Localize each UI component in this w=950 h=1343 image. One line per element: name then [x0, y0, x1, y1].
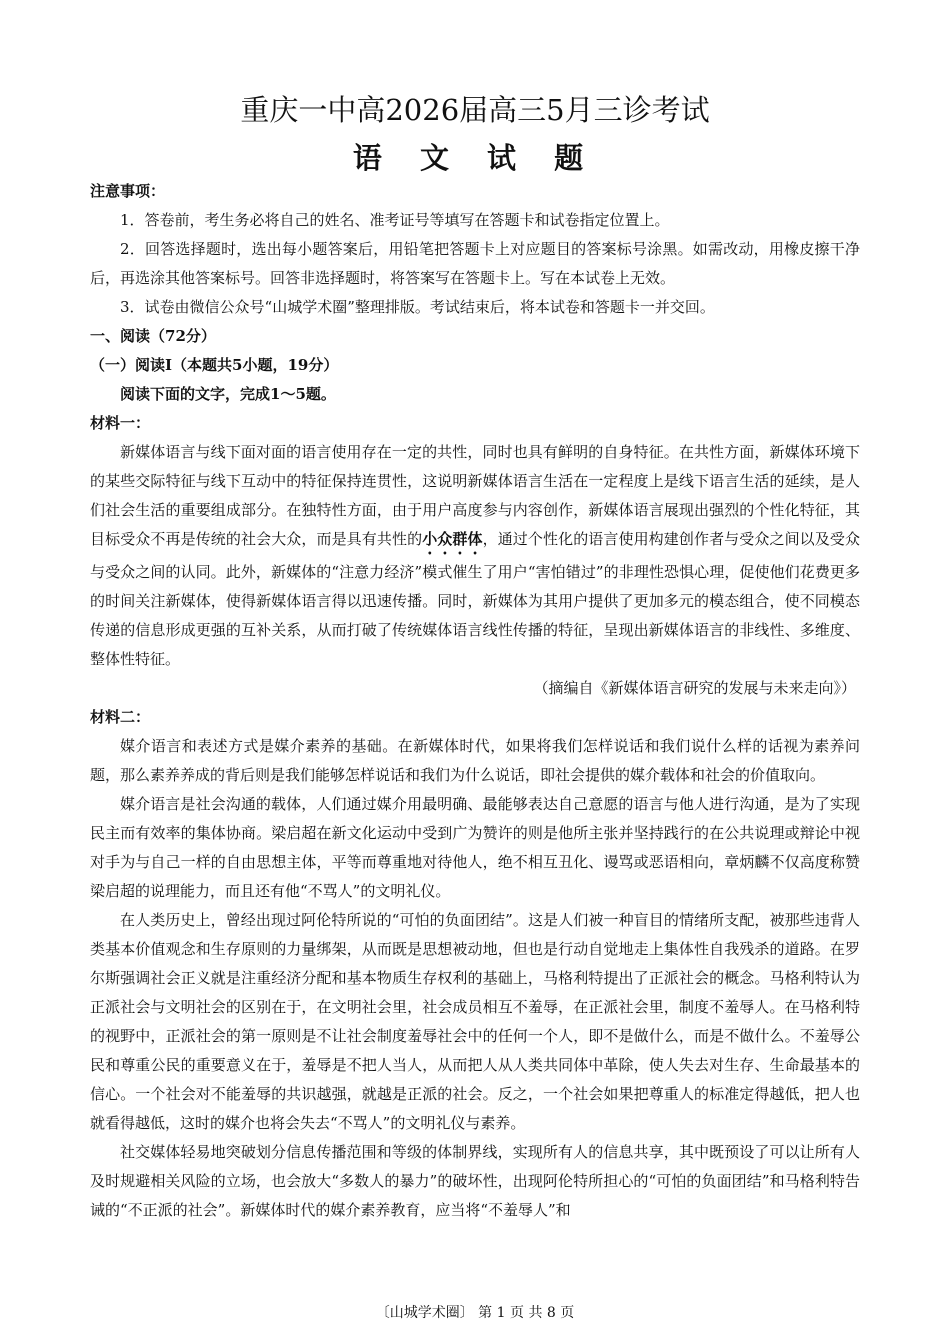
material2-paragraph-2: 媒介语言是社会沟通的载体，人们通过媒介用最明确、最能够表达自己意愿的语言与他人进行沟通，是为了实现民主而有效率的集体协商。梁启超在新文化运动中受到广为赞许的则是他所主张并坚持践行的在公共说理或辩论中视对手为与自己一样的自由思想主体，平等而尊重地对待他人，绝不相互丑化、谩骂或恶语相向，章炳麟不仅高度称赞梁启超的说理能力，而且还有他“不骂人”的文明礼仪。 [90, 795, 860, 900]
page-footer: 〔山城学术圈〕 第 1 页 共 8 页 [375, 1305, 575, 1321]
material1-label: 材料一： [90, 414, 151, 432]
material2-paragraph-4: 社交媒体轻易地突破划分信息传播范围和等级的体制界线，实现所有人的信息共享，其中既预设了可以让所有人及时规避相关风险的立场，也会放大“多数人的暴力”的破坏性，出现阿伦特所担心的“可怕的负面团结”和马格利特告诫的“不正派的社会”。新媒体时代的媒介素养教育，应当将“不羞辱人”和 [90, 1143, 860, 1219]
exam-title: 重庆一中高2026届高三5月三诊考试 [240, 93, 710, 127]
notice-item-1: 1．答卷前，考生务必将自己的姓名、准考证号等填写在答题卡和试卷指定位置上。 [120, 211, 670, 229]
section-heading: 一、阅读（72分） [90, 327, 216, 345]
notice-item-3: 3．试卷由微信公众号“山城学术圈”整理排版。考试结束后，将本试卷和答题卡一并交回。 [120, 298, 715, 316]
material1-source: （摘编自《新媒体语言研究的发展与未来走向》） [533, 679, 856, 697]
material2-label: 材料二： [90, 708, 151, 726]
material1-text-before: 新媒体语言与线下面对面的语言使用存在一定的共性，同时也具有鲜明的自身特征。在共性方面，新媒体环境下的某些交际特征与线下互动中的特征保持连贯性，这说明新媒体语言生活在一定程度上是线下语言生活的延续，是人们社会生活的重要组成部分。在独特性方面，由于用户高度参与内容创作，新媒体语言展现出强烈的个性化特征，其目标受众不再是传统的社会大众，而是具有共性的 [90, 443, 860, 548]
material1-emphasis: 小众群体 [422, 530, 483, 548]
material1-text-after: ，通过个性化的语言使用构建创作者与受众之间以及受众与受众之间的认同。此外，新媒体的“注意力经济”模式催生了用户“害怕错过”的非理性恐惧心理，促使他们花费更多的时间关注新媒体，使得新媒体语言得以迅速传播。同时，新媒体为其用户提供了更加多元的模态组合，使不同模态传递的信息形成更强的互补关系，从而打破了传统媒体语言线性传播的特征，呈现出新媒体语言的非线性、多维度、整体性特征。 [90, 530, 860, 668]
material2-paragraph-3: 在人类历史上，曾经出现过阿伦特所说的“可怕的负面团结”。这是人们被一种盲目的情绪所支配，被那些违背人类基本价值观念和生存原则的力量绑架，从而既是思想被动地，但也是行动自觉地走上集体性自我残杀的道路。在罗尔斯强调社会正义就是注重经济分配和基本物质生存权利的基础上，马格利特提出了正派社会的概念。马格利特认为正派社会与文明社会的区别在于，在文明社会里，社会成员相互不羞辱，在正派社会里，制度不羞辱人。在马格利特的视野中，正派社会的第一原则是不让社会制度羞辱社会中的任何一个人，即不是做什么，而是不做什么。不羞辱公民和尊重公民的重要意义在于，羞辱是不把人当人，从而把人从人类共同体中革除，使人失去对生存、生命最基本的信心。一个社会对不能羞辱的共识越强，就越是正派的社会。反之，一个社会如果把尊重人的标准定得越低，把人也就看得越低，这时的媒介也将会失去“不骂人”的文明礼仪与素养。 [90, 911, 860, 1132]
section-sub-heading: （一）阅读Ⅰ（本题共5小题，19分） [90, 356, 339, 374]
notice-heading: 注意事项： [90, 182, 166, 200]
material2-paragraph-1: 媒介语言和表述方式是媒介素养的基础。在新媒体时代，如果将我们怎样说话和我们说什么样的话视为素养问题，那么素养养成的背后则是我们能够怎样说话和我们为什么说话，即社会提供的媒介载体和社会的价值取向。 [90, 737, 860, 784]
notice-item-2: 2．回答选择题时，选出每小题答案后，用铅笔把答题卡上对应题目的答案标号涂黑。如需改动，用橡皮擦干净后，再选涂其他答案标号。回答非选择题时，将答案写在答题卡上。写在本试卷上无效。 [90, 240, 860, 287]
section-instruction: 阅读下面的文字，完成1～5题。 [120, 385, 336, 403]
subject-title: 语 文 试 题 [352, 141, 598, 175]
material1-paragraph [90, 438, 860, 674]
exam-content [90, 177, 860, 1225]
